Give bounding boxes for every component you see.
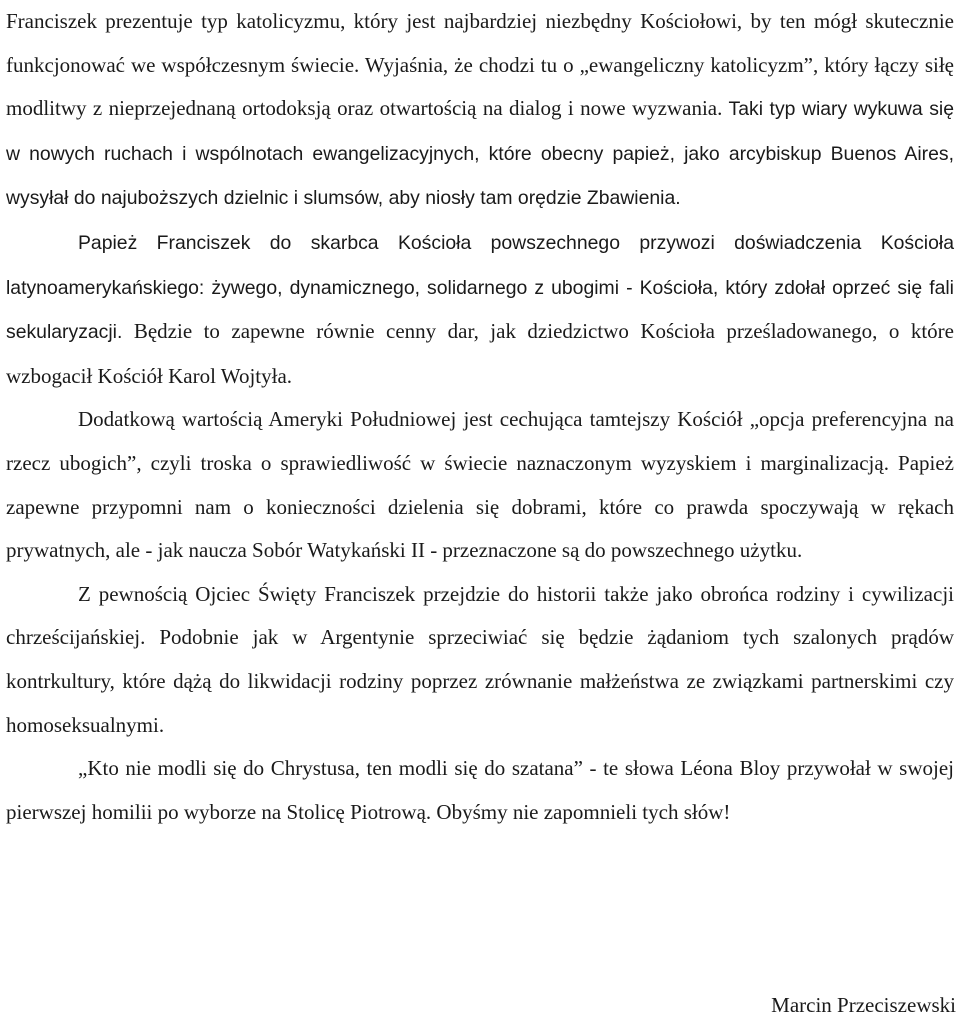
paragraph-1-text-a: Franciszek prezentuje typ katolicyzmu, który jest najbardziej niezbędny Kościołowi, by ten mógł skutecznie funkcjonować we współczesnym świecie. Wyjaśnia, że chodzi tu o „ewangeliczny katolicyzm”, który łączy siłę modlitwy z nieprzejednaną ortodoksją oraz otwartością na dialog i nowe wyzwania. <box>6 9 954 121</box>
paragraph-1-text-b: Taki typ wiary wykuwa się w nowych ruchach i wspólnotach ewangelizacyjnych, które obecny papież, jako arcybiskup Buenos Aires, wysyłał do najuboższych dzielnic i slumsów, aby niosły tam orędzie Zbawienia. <box>6 98 954 210</box>
author-signature: Marcin Przeciszewski <box>771 993 956 1017</box>
paragraph-4-text: Z pewnością Ojciec Święty Franciszek przejdzie do historii także jako obrońca rodziny i cywilizacji chrześcijańskiej. Podobnie jak w Argentynie sprzeciwiać się będzie żądaniom tych szalonych prądów kontrkultury, które dążą do likwidacji rodziny poprzez zrównanie małżeństwa ze związkami partnerskimi czy homoseksualnymi. <box>6 581 954 737</box>
paragraph-5 <box>6 747 954 834</box>
article-body <box>6 0 954 834</box>
paragraph-3 <box>6 398 954 572</box>
paragraph-2-text-a: Papież Franciszek do skarbca Kościoła powszechnego przywozi doświadczenia Kościoła latynoamerykańskiego: żywego, dynamicznego, solidarnego z ubogimi - Kościoła, który zdołał oprzeć się fali sekularyzacji. <box>6 231 954 344</box>
paragraph-3-text: Dodatkową wartością Ameryki Południowej jest cechująca tamtejszy Kościół „opcja preferencyjna na rzecz ubogich”, czyli troska o sprawiedliwość w świecie naznaczonym wyzyskiem i marginalizacją. Papież zapewne przypomni nam o konieczności dzielenia się dobrami, które co prawda spoczywają w rękach prywatnych, ale - jak naucza Sobór Watykański II - przeznaczone są do powszechnego użytku. <box>6 407 954 563</box>
paragraph-1 <box>6 0 954 221</box>
paragraph-5-text: „Kto nie modli się do Chrystusa, ten modli się do szatana” - te słowa Léona Bloy przywołał w swojej pierwszej homilii po wyborze na Stolicę Piotrową. Obyśmy nie zapomnieli tych słów! <box>6 756 954 824</box>
paragraph-4 <box>6 573 954 747</box>
paragraph-2-text-b: Będzie to zapewne równie cenny dar, jak dziedzictwo Kościoła prześladowanego, o które wzbogacił Kościół Karol Wojtyła. <box>6 319 954 388</box>
paragraph-2 <box>6 221 954 398</box>
